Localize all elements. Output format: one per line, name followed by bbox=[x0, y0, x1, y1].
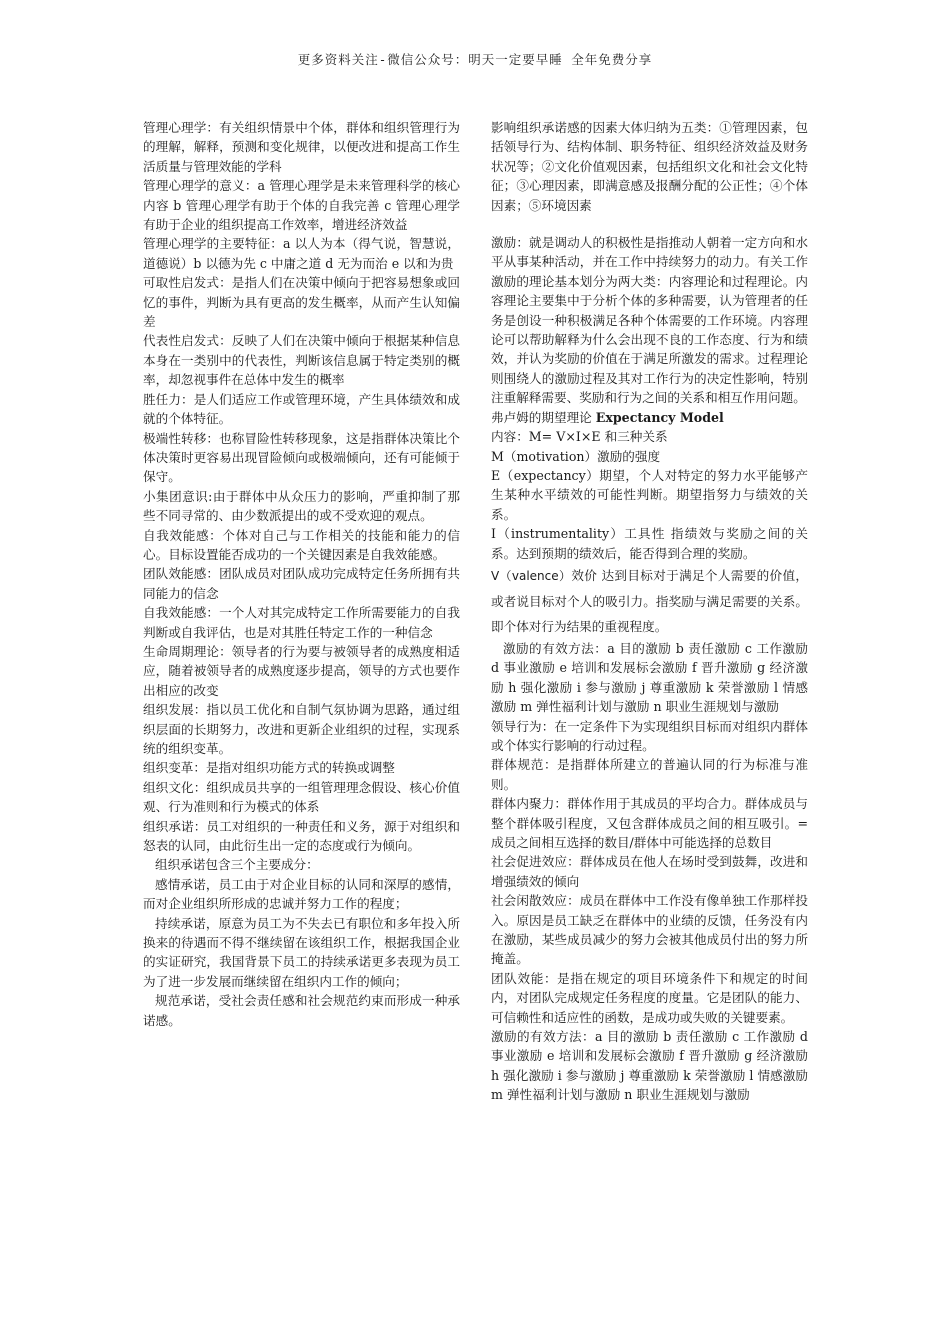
paragraph: 生命周期理论：领导者的行为要与被领导者的成熟度相适应，随着被领导者的成熟度逐步提高，领导的方式也要作出相应的改变 bbox=[143, 643, 460, 698]
paragraph: 代表性启发式：反映了人们在决策中倾向于根据某种信息本身在一类别中的代表性，判断该信息属于特定类别的概率，却忽视事件在总体中发生的概率 bbox=[143, 333, 460, 388]
page-header-banner: 更多资料关注-微信公众号：明天一定要早睡 全年免费分享 bbox=[297, 52, 653, 67]
paragraph: 群体规范：是指群体所建立的普遍认同的行为标准与准则。 bbox=[491, 757, 808, 792]
right-column bbox=[491, 118, 808, 1105]
left-column bbox=[143, 118, 460, 1030]
heading-prefix: 弗卢姆的期望理论 bbox=[491, 409, 592, 425]
paragraph: 可取性启发式：是指人们在决策中倾向于把容易想象或回忆的事件，判断为具有更高的发生概率，从而产生认知偏差 bbox=[143, 275, 460, 330]
paragraph: 激励：就是调动人的积极性是指推动人朝着一定方向和水平从事某种活动，并在工作中持续努力的动力。有关工作激励的理论基本划分为两大类：内容理论和过程理论。内容理论主要集中于分析个体的多种需要，认为管理者的任务是创设一种积极满足各种个体需要的工作环境。内容理论可以帮助解释为什么会出现不良的工作态度、行为和绩效，并认为奖励的价值在于满足所激发的需求。过程理论则围绕人的激励过程及其对工作行为的决定性影响，特别注重解释需要、奖励和行为之间的关系和相互作用问题。 bbox=[491, 235, 808, 406]
paragraph: 组织承诺：员工对组织的一种责任和义务，源于对组织和怒表的认同，由此衍生出一定的态度或行为倾向。 bbox=[143, 818, 460, 854]
paragraph: 管理心理学的意义：a 管理心理学是未来管理科学的核心内容 b 管理心理学有助于个体的自我完善 c 管理心理学有助于企业的组织提高工作效率，增进经济效益 bbox=[143, 178, 460, 233]
paragraph: 组织变革：是指对组织功能方式的转换或调整 bbox=[143, 760, 395, 776]
expectancy-model-heading bbox=[491, 408, 808, 427]
paragraph: 团队效能感：团队成员对团队成功完成特定任务所拥有共同能力的信念 bbox=[143, 566, 460, 601]
paragraph: 胜任力：是人们适应工作或管理环境，产生具体绩效和成就的个体特征。 bbox=[143, 391, 460, 427]
paragraph: 管理心理学的主要特征：a 以人为本（得气说，智慧说，道德说）b 以德为先 c 中庸之道 d 无为而治 e 以和为贵 bbox=[143, 236, 460, 271]
paragraph: 规范承诺，受社会责任感和社会规范约束而形成一种承诺感。 bbox=[143, 993, 460, 1028]
paragraph: 内容：M= V×I×E 和三种关系 bbox=[491, 429, 668, 445]
paragraph: 激励的有效方法：a 目的激励 b 责任激励 c 工作激励 d 事业激励 e 培训和发展标会激励 f 晋升激励 g 经济激励 h 强化激励 i 参与激励 j 尊重激励 k 荣誉激励 l 情感激励 m 弹性福利计划与激励 n 职业生涯规划与激励 bbox=[491, 640, 808, 715]
paragraph: I（instrumentality）工具性 指绩效与奖励之间的关系。达到预期的绩效后，能否得到合理的奖励。 bbox=[491, 526, 808, 561]
paragraph: 社会促进效应：群体成员在他人在场时受到鼓舞，改进和增强绩效的倾向 bbox=[491, 854, 808, 889]
valence-term: V（valence） bbox=[491, 568, 572, 583]
paragraph: 激励的有效方法：a 目的激励 b 责任激励 c 工作激励 d 事业激励 e 培训和发展标会激励 f 晋升激励 g 经济激励 h 强化激励 i 参与激励 j 尊重激励 k 荣誉激励 l 情感激励 m 弹性福利计划与激励 n 职业生涯规划与激励 bbox=[491, 1029, 808, 1103]
paragraph: 群体内聚力：群体作用于其成员的平均合力。群体成员与整个群体吸引程度，又包含群体成员之间的相互吸引。=成员之间相互选择的数目/群体中可能选择的总数目 bbox=[491, 796, 808, 850]
heading-title: Expectancy Model bbox=[595, 409, 724, 425]
paragraph: 领导行为：在一定条件下为实现组织目标而对组织内群体或个体实行影响的行动过程。 bbox=[491, 718, 808, 753]
paragraph: 极端性转移：也称冒险性转移现象，这是指群体决策比个体决策时更容易出现冒险倾向或极端倾向，还有可能倾于保守。 bbox=[143, 430, 460, 485]
paragraph: 自我效能感：个体对自己与工作相关的技能和能力的信心。目标设置能否成功的一个关键因素是自我效能感。 bbox=[143, 527, 460, 562]
paragraph: 持续承诺，原意为员工为不失去已有职位和多年投入所换来的待遇而不得不继续留在该组织工作，根据我国企业的实证研究，我国背景下员工的持续承诺更多表现为员工为了进一步发展而继续留在组织内工作的倾向； bbox=[143, 915, 460, 989]
paragraph: 组织文化：组织成员共享的一组管理理念假设、核心价值观、行为准则和行为模式的体系 bbox=[143, 779, 460, 815]
paragraph: 小集团意识:由于群体中从众压力的影响，严重抑制了那些不同寻常的、由少数派提出的或不受欢迎的观点。 bbox=[143, 488, 460, 524]
paragraph: M（motivation）激励的强度 bbox=[491, 448, 661, 464]
valence-paragraph bbox=[491, 563, 808, 639]
valence-text: 效价 达到目标对于满足个人需要的价值，或者说目标对个人的吸引力。指奖励与满足需要的关系。即个体对行为结果的重视程度。 bbox=[491, 567, 808, 634]
paragraph: 组织承诺包含三个主要成分： bbox=[155, 857, 319, 873]
paragraph: 社会闲散效应：成员在群体中工作没有像单独工作那样投入。原因是员工缺乏在群体中的业绩的反馈，任务没有内在激励，某些成员减少的努力会被其他成员付出的努力所掩盖。 bbox=[491, 893, 808, 967]
paragraph: 团队效能：是指在规定的项目环境条件下和规定的时间内，对团队完成规定任务程度的度量。它是团队的能力、可信赖性和适应性的函数，是成功或失败的关键要素。 bbox=[491, 970, 808, 1025]
paragraph: E（expectancy）期望，个人对特定的努力水平能够产生某种水平绩效的可能性判断。期望指努力与绩效的关系。 bbox=[491, 467, 808, 522]
paragraph: 管理心理学：有关组织情景中个体，群体和组织管理行为的理解，解释，预测和变化规律，以便改进和提高工作生活质量与管理效能的学科 bbox=[143, 120, 460, 174]
paragraph: 组织发展：指以员工优化和自制气氛协调为思路，通过组织层面的长期努力，改进和更新企业组织的过程，实现系统的组织变革。 bbox=[143, 702, 460, 756]
paragraph: 感情承诺，员工由于对企业目标的认同和深厚的感情，而对企业组织所形成的忠诚并努力工作的程度； bbox=[143, 876, 460, 912]
paragraph: 影响组织承诺感的因素大体归纳为五类：①管理因素，包括领导行为、结构体制、职务特征、组织经济效益及财务状况等；②文化价值观因素，包括组织文化和社会文化特征；③心理因素，即满意感及报酬分配的公正性；④个体因素；⑤环境因素 bbox=[491, 120, 808, 213]
paragraph: 自我效能感：一个人对其完成特定工作所需要能力的自我判断或自我评估，也是对其胜任特定工作的一种信念 bbox=[143, 605, 460, 640]
